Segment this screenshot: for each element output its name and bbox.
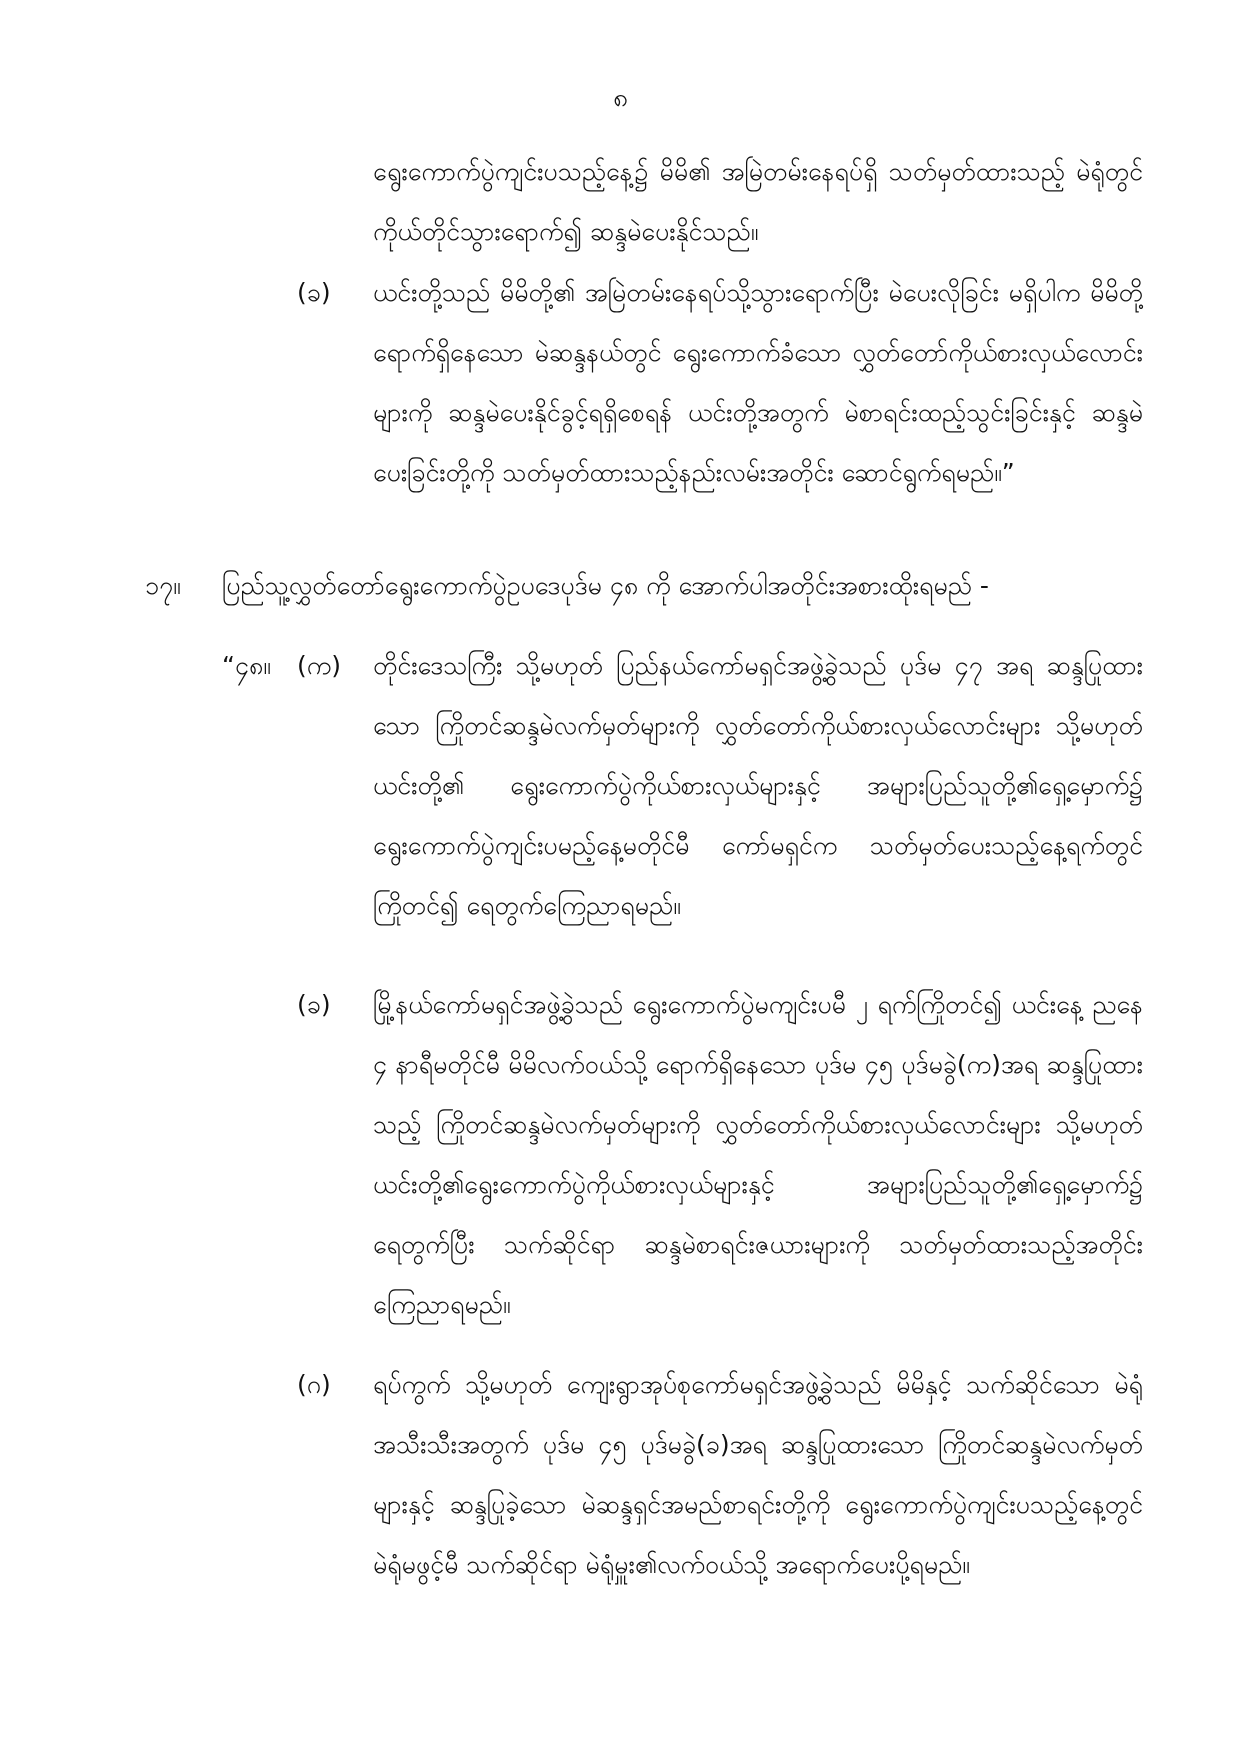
page-number: ၈ <box>613 83 628 113</box>
clause-48-kha-text: မြို့နယ်ကော်မရှင်အဖွဲ့ခွဲသည် ရွေးကောက်ပွဲမကျင်းပမီ ၂ ရက်ကြိုတင်၍ ယင်းနေ့ ညနေ ၄ နာရီမတိုင်မီ မိမိလက်ဝယ်သို့ ရောက်ရှိနေသော ပုဒ်မ ၄၅ ပုဒ်မခွဲ(က)အရ ဆန္ဒပြုထားသည့် ကြိုတင်ဆန္ဒမဲလက်မှတ်များကို လွှတ်တော်ကိုယ်စားလှယ်လောင်းများ သို့မဟုတ် ယင်းတို့၏ရွေးကောက်ပွဲကိုယ်စားလှယ်များနှင့် အများပြည်သူတို့၏ရှေ့မှောက်၌ ရေတွက်ပြီး သက်ဆိုင်ရာ ဆန္ဒမဲစာရင်းဇယားများကို သတ်မှတ်ထားသည့်အတိုင်း ကြေညာရမည်။ <box>373 990 1143 1319</box>
section-48-number: “၄၈။ <box>222 651 271 680</box>
clause-kha-label: (ခ) <box>297 278 331 307</box>
continuation-paragraph: ရွေးကောက်ပွဲကျင်းပသည့်နေ့၌ မိမိ၏ အမြဲတမ်းနေရပ်ရှိ သတ်မှတ်ထားသည့် မဲရုံတွင် ကိုယ်တိုင်သွားရောက်၍ ဆန္ဒမဲပေးနိုင်သည်။ <box>373 157 1143 246</box>
clause-ga-text: ရပ်ကွက် သို့မဟုတ် ကျေးရွာအုပ်စုကော်မရှင်အဖွဲ့ခွဲသည် မိမိနှင့် သက်ဆိုင်သော မဲရုံအသီးသီးအတွက် ပုဒ်မ ၄၅ ပုဒ်မခွဲ(ခ)အရ ဆန္ဒပြုထားသော ကြိုတင်ဆန္ဒမဲလက်မှတ်များနှင့် ဆန္ဒပြုခဲ့သော မဲဆန္ဒရှင်အမည်စာရင်းတို့ကို ရွေးကောက်ပွဲကျင်းပသည့်နေ့တွင် မဲရုံမဖွင့်မီ သက်ဆိုင်ရာ မဲရုံမှူး၏လက်ဝယ်သို့ အရောက်ပေးပို့ရမည်။ <box>373 1370 1143 1579</box>
clause-ka-label: (က) <box>297 651 341 680</box>
clause-ga-label: (ဂ) <box>297 1370 331 1399</box>
clause-48-kha-label: (ခ) <box>297 990 331 1019</box>
clause-kha-text: ယင်းတို့သည် မိမိတို့၏ အမြဲတမ်းနေရပ်သို့သွားရောက်ပြီး မဲပေးလိုခြင်း မရှိပါက မိမိတို့ရောက်ရှိနေသော မဲဆန္ဒနယ်တွင် ရွေးကောက်ခံသော လွှတ်တော်ကိုယ်စားလှယ်လောင်းများကို ဆန္ဒမဲပေးနိုင်ခွင့်ရရှိစေရန် ယင်းတို့အတွက် မဲစာရင်းထည့်သွင်းခြင်းနှင့် ဆန္ဒမဲပေးခြင်းတို့ကို သတ်မှတ်ထားသည့်နည်းလမ်းအတိုင်း ဆောင်ရွက်ရမည်။” <box>373 278 1143 487</box>
section-17-number: ၁၇။ <box>145 571 181 600</box>
section-17-text: ပြည်သူ့လွှတ်တော်ရွေးကောက်ပွဲဥပဒေပုဒ်မ ၄၈ ကို အောက်ပါအတိုင်းအစားထိုးရမည် - <box>222 571 989 600</box>
clause-ka-text: တိုင်းဒေသကြီး သို့မဟုတ် ပြည်နယ်ကော်မရှင်အဖွဲ့ခွဲသည် ပုဒ်မ ၄၇ အရ ဆန္ဒပြုထားသော ကြိုတင်ဆန္ဒမဲလက်မှတ်များကို လွှတ်တော်ကိုယ်စားလှယ်လောင်းများ သို့မဟုတ် ယင်းတို့၏ ရွေးကောက်ပွဲကိုယ်စားလှယ်များနှင့် အများပြည်သူတို့၏ရှေ့မှောက်၌ ရွေးကောက်ပွဲကျင်းပမည့်နေ့မတိုင်မီ ကော်မရှင်က သတ်မှတ်ပေးသည့်နေ့ရက်တွင် ကြိုတင်၍ ရေတွက်ကြေညာရမည်။ <box>373 651 1143 920</box>
